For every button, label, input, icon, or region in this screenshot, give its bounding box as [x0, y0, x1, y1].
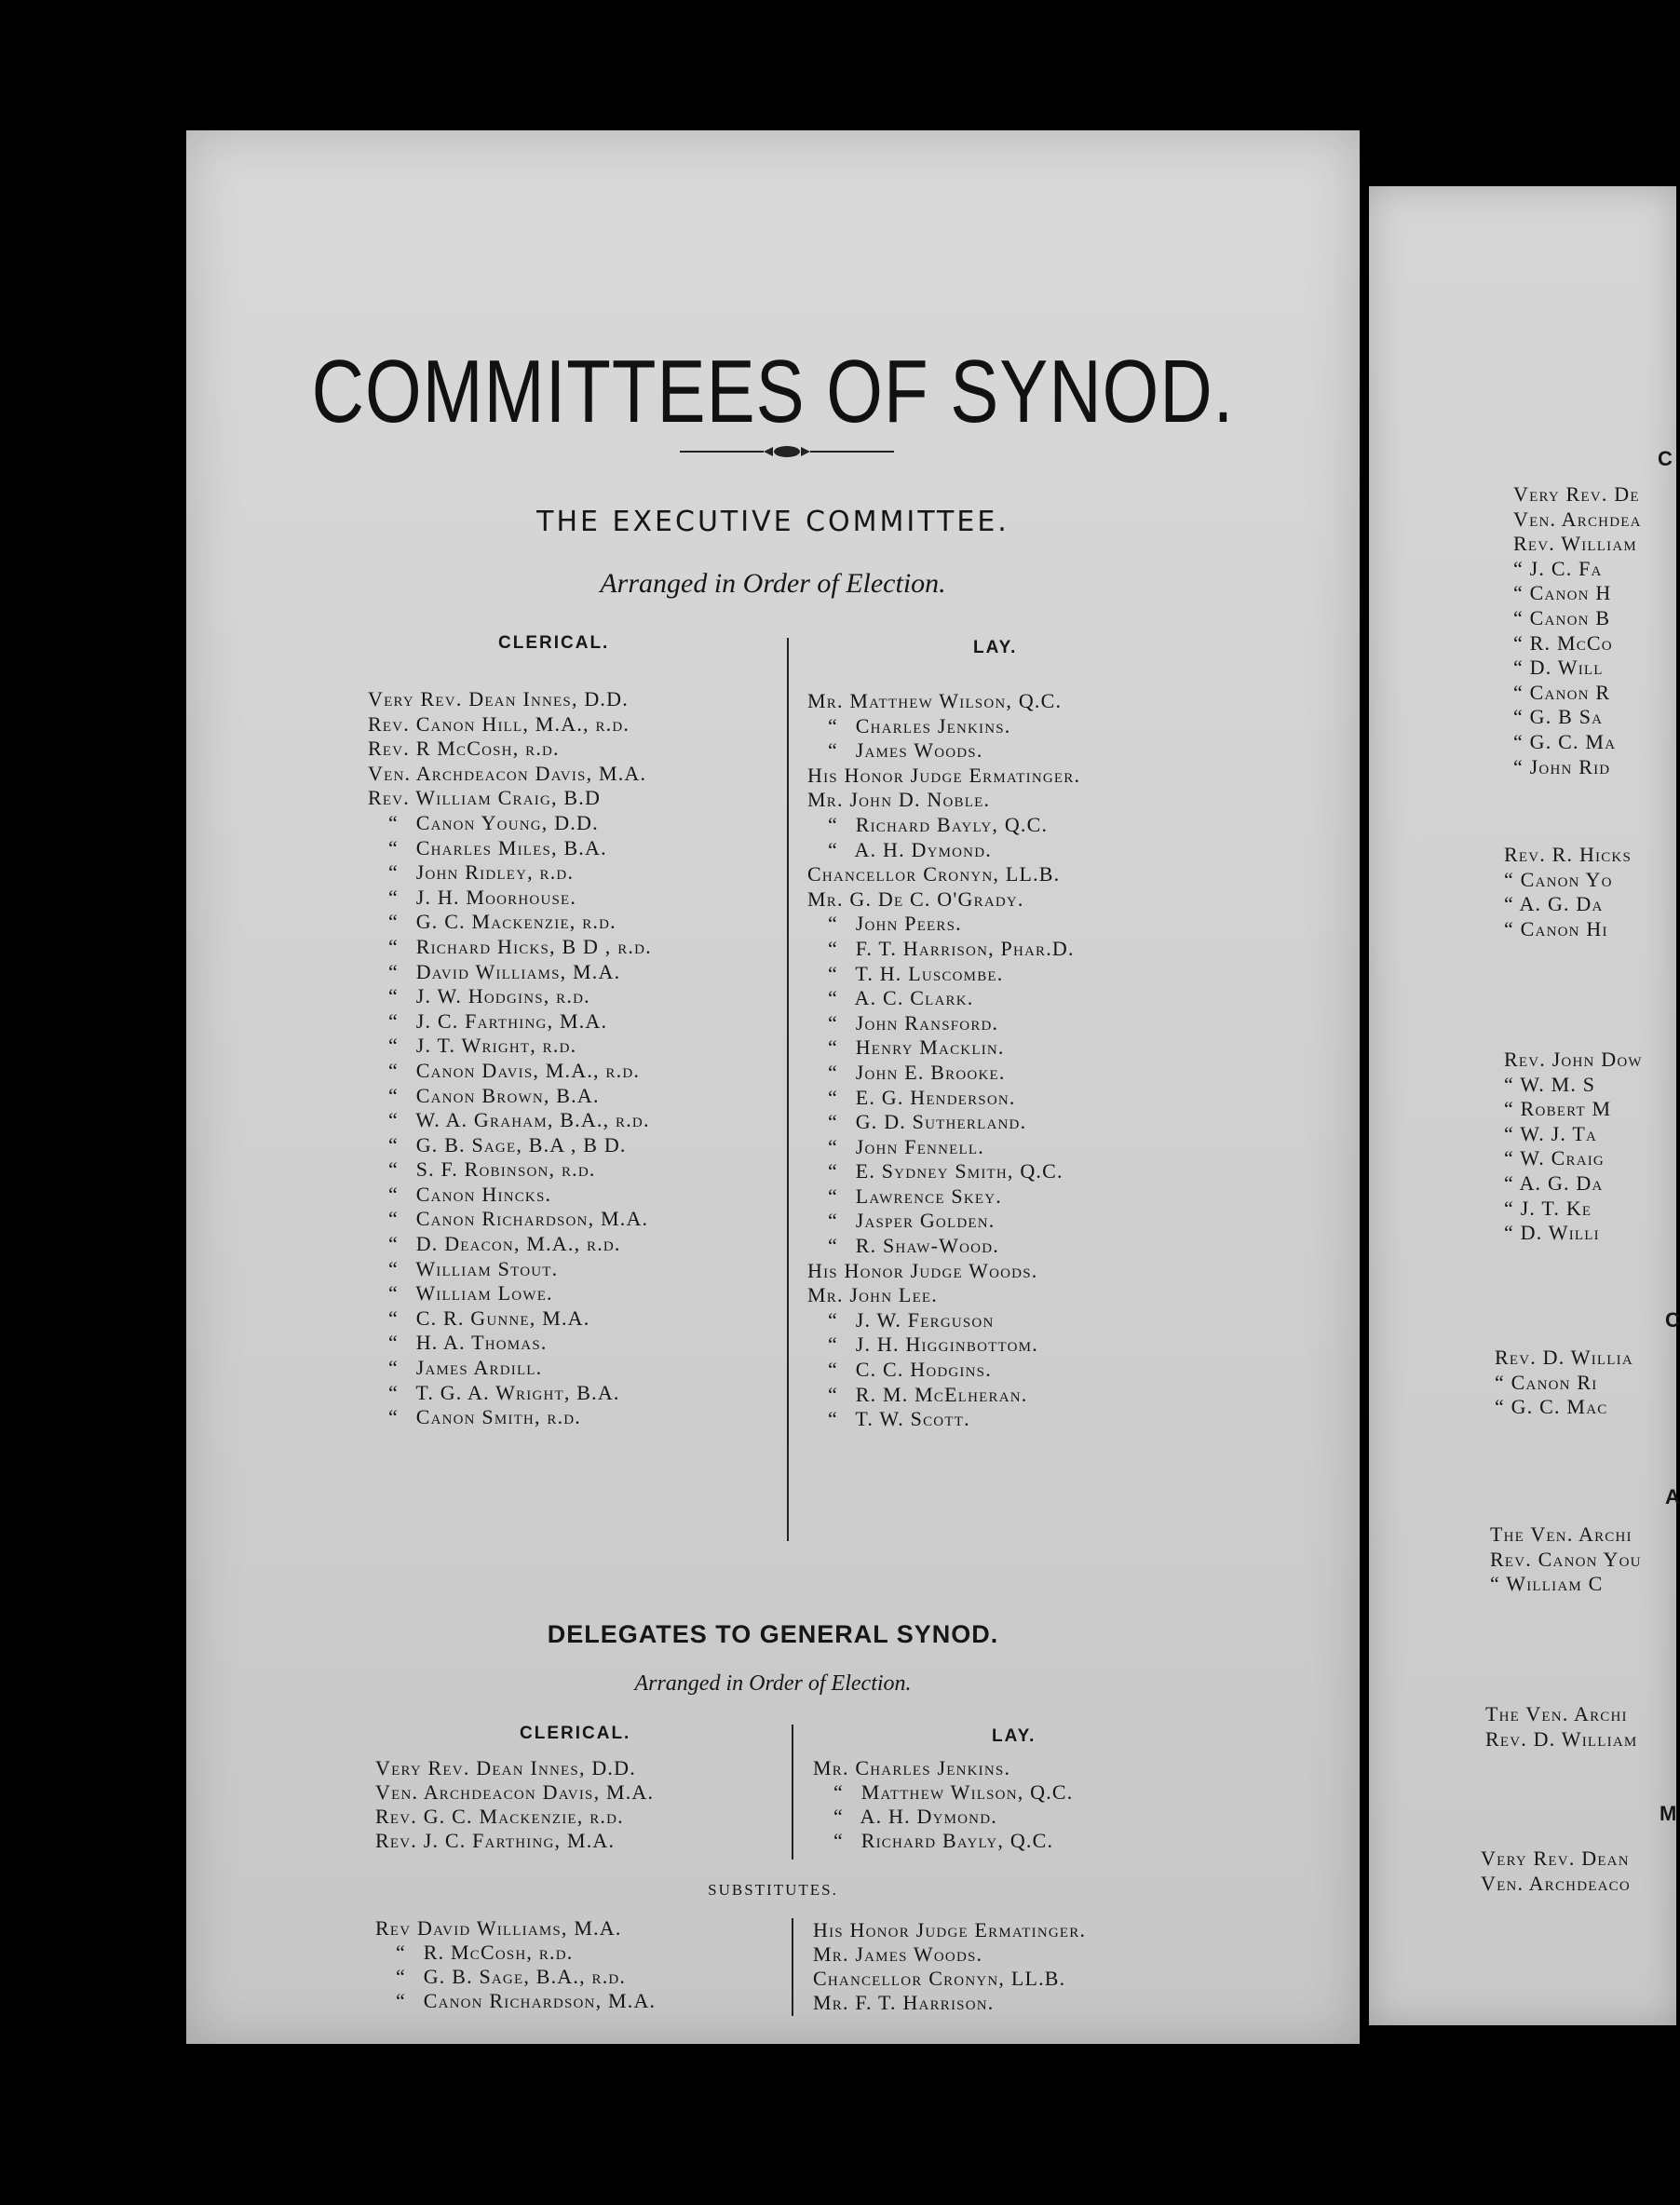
entry-prefix: Rev. — [368, 737, 410, 761]
column-divider — [787, 638, 789, 1541]
entry-prefix: Mr. — [807, 1283, 844, 1307]
entry-name: Lawrence Skey. — [855, 1184, 1002, 1208]
list-item — [807, 1110, 1080, 1135]
entry-name: Dean Innes, D.D. — [476, 1756, 636, 1779]
entry-name: Judge Ermatinger. — [910, 763, 1081, 787]
fragment-line: “ W. M. S — [1504, 1072, 1596, 1096]
entry-name: F. T. Harrison. — [855, 1991, 995, 2014]
entry-name: Judge Ermatinger. — [915, 1918, 1087, 1941]
entry-name: Richard Hicks, B D , r.d. — [415, 934, 652, 958]
list-item — [813, 1805, 1074, 1829]
entry-name: W. A. Graham, B.A., r.d. — [415, 1108, 650, 1132]
entry-name: Canon Davis, M.A., r.d. — [415, 1058, 641, 1082]
substitutes-divider — [792, 1918, 793, 2016]
list-item — [368, 737, 652, 762]
entry-name: G. B. Sage, B.A , B D. — [415, 1132, 627, 1157]
entry-name: David Williams, M.A. — [416, 1916, 622, 1940]
right-block-4 — [1495, 1346, 1633, 1420]
right-block-3 — [1504, 1048, 1643, 1246]
list-item — [807, 764, 1080, 789]
list-item — [807, 1135, 1080, 1160]
list-item — [807, 887, 1080, 913]
fragment-line: Ven. Archdeaco — [1481, 1871, 1631, 1895]
entry-name: A. H. Dymond. — [860, 1805, 997, 1828]
entry-name: J. W. Hodgins, r.d. — [415, 984, 590, 1008]
entry-name: T. G. A. Wright, B.A. — [415, 1380, 620, 1404]
list-item — [807, 1234, 1080, 1259]
list-item — [368, 836, 652, 861]
entry-prefix: Mr. — [813, 1756, 849, 1779]
fragment-line: “ Robert M — [1504, 1097, 1612, 1121]
entry-name: Jasper Golden. — [855, 1209, 996, 1233]
list-item — [807, 1159, 1080, 1184]
entry-prefix: “ — [388, 934, 399, 958]
list-item — [807, 1184, 1080, 1210]
list-item — [807, 1283, 1080, 1308]
entry-prefix: “ — [833, 1805, 844, 1828]
list-item — [368, 687, 652, 712]
entry-name: R McCosh, r.d. — [415, 737, 560, 761]
entry-prefix: “ — [388, 810, 399, 834]
entry-prefix: “ — [828, 713, 838, 737]
list-item — [813, 1991, 1086, 2015]
list-item — [807, 714, 1080, 739]
entry-name: J. C. Farthing, M.A. — [423, 1829, 616, 1852]
entry-name: Charles Jenkins. — [855, 713, 1011, 737]
fragment-line: “ William C — [1490, 1572, 1604, 1596]
entry-prefix: “ — [388, 910, 399, 934]
entry-prefix: “ — [828, 837, 838, 861]
entry-prefix: Rev. — [375, 1829, 417, 1852]
substitutes-clerical-list — [375, 1916, 656, 2013]
entry-name: John Ransford. — [855, 1010, 999, 1035]
entry-prefix: “ — [388, 1331, 399, 1355]
list-item — [807, 1061, 1080, 1086]
fragment-line: “ G. C. Mac — [1495, 1395, 1608, 1419]
delegates-divider — [792, 1725, 793, 1860]
entry-prefix: “ — [388, 1256, 399, 1280]
entry-prefix: Chancellor — [807, 862, 917, 886]
list-item — [368, 1034, 652, 1059]
executive-lay-header: LAY. — [973, 638, 1018, 657]
list-item — [375, 1756, 654, 1780]
entry-name: Cronyn, LL.B. — [928, 1967, 1066, 1990]
entry-prefix: “ — [828, 738, 838, 763]
fragment-line: Rev. R. Hicks — [1504, 843, 1633, 866]
list-item — [807, 689, 1080, 714]
list-item — [807, 1086, 1080, 1111]
entry-name: G. D. Sutherland. — [855, 1110, 1027, 1134]
list-item — [368, 1207, 652, 1232]
entry-prefix: Chancellor — [813, 1967, 923, 1990]
delegates-subheading: Arranged in Order of Election. — [634, 1671, 912, 1696]
executive-subheading: Arranged in Order of Election. — [600, 568, 946, 599]
entry-name: Canon Hill, M.A., r.d. — [415, 711, 630, 736]
entry-prefix: “ — [388, 1305, 399, 1330]
entry-prefix: “ — [833, 1780, 844, 1804]
entry-name: S. F. Robinson, r.d. — [415, 1157, 596, 1182]
list-item — [375, 1805, 654, 1829]
list-item — [807, 986, 1080, 1011]
list-item — [807, 1332, 1080, 1358]
entry-prefix: “ — [388, 1380, 399, 1404]
right-block-5-letter: A — [1665, 1485, 1680, 1508]
entry-name: R. M. McElheran. — [855, 1382, 1028, 1406]
entry-prefix: “ — [396, 1941, 406, 1964]
delegates-lay-header: LAY. — [992, 1726, 1036, 1746]
entry-prefix: His Honor — [813, 1918, 910, 1941]
executive-lay-list — [807, 689, 1080, 1432]
fragment-line: The Ven. Archi — [1490, 1522, 1633, 1546]
entry-prefix: “ — [828, 1159, 838, 1184]
entry-prefix: “ — [828, 1382, 838, 1406]
list-item — [368, 1405, 652, 1430]
ornament-divider — [680, 438, 894, 466]
entry-prefix: “ — [388, 860, 399, 885]
entry-name: David Williams, M.A. — [415, 959, 621, 983]
page-title: COMMITTEES OF SYNOD. — [311, 341, 1235, 441]
entry-prefix: “ — [388, 984, 399, 1008]
entry-prefix: “ — [828, 1060, 838, 1084]
right-page-fragment — [1369, 186, 1680, 2025]
entry-name: William Lowe. — [415, 1281, 553, 1305]
list-item — [375, 1965, 656, 1989]
entry-prefix: “ — [828, 986, 838, 1010]
entry-prefix: His Honor — [807, 1258, 904, 1282]
entry-prefix: “ — [828, 1307, 838, 1332]
entry-prefix: “ — [828, 1010, 838, 1035]
list-item — [375, 1941, 656, 1965]
entry-prefix: “ — [828, 961, 838, 985]
fragment-line: Rev. William — [1513, 532, 1637, 556]
list-item — [368, 860, 652, 886]
list-item — [368, 1381, 652, 1406]
list-item — [807, 1407, 1080, 1432]
entry-prefix: “ — [388, 1207, 399, 1231]
fragment-line: “ G. C. Ma — [1513, 729, 1617, 753]
entry-prefix: “ — [388, 1058, 399, 1082]
entry-name: John Ridley, r.d. — [415, 860, 575, 885]
list-item — [368, 935, 652, 960]
left-page — [186, 130, 1360, 2044]
list-item — [368, 1281, 652, 1306]
entry-prefix: “ — [388, 1108, 399, 1132]
delegates-clerical-header: CLERICAL. — [520, 1724, 631, 1743]
list-item — [813, 1967, 1086, 1991]
list-item — [368, 811, 652, 836]
entry-name: A. C. Clark. — [854, 986, 974, 1010]
fragment-line: “ W. J. Ta — [1504, 1121, 1598, 1145]
entry-prefix: “ — [828, 1134, 838, 1158]
fragment-line: Rev. Canon You — [1490, 1547, 1642, 1571]
substitutes-heading: SUBSTITUTES. — [708, 1881, 838, 1899]
list-item — [807, 912, 1080, 937]
entry-name: E. Sydney Smith, Q.C. — [855, 1159, 1064, 1184]
entry-prefix: “ — [388, 1405, 399, 1429]
entry-prefix: Mr. — [813, 1942, 849, 1966]
entry-name: R. McCosh, r.d. — [423, 1941, 574, 1964]
entry-prefix: “ — [388, 1232, 399, 1256]
entry-name: J. T. Wright, r.d. — [415, 1034, 577, 1058]
list-item — [807, 1358, 1080, 1383]
fragment-line: Rev. D. Willia — [1495, 1346, 1633, 1369]
list-item — [368, 1257, 652, 1282]
entry-name: J. H. Higginbottom. — [855, 1332, 1038, 1357]
list-item — [807, 1383, 1080, 1408]
entry-name: T. W. Scott. — [855, 1407, 970, 1431]
fragment-line: “ Canon Hi — [1504, 916, 1608, 940]
entry-prefix: “ — [388, 1182, 399, 1206]
entry-prefix: “ — [388, 1281, 399, 1305]
right-block-5 — [1490, 1522, 1642, 1597]
list-item — [368, 1009, 652, 1035]
fragment-line: “ John Rid — [1513, 754, 1611, 778]
entry-name: A. H. Dymond. — [854, 837, 992, 861]
entry-name: E. G. Henderson. — [855, 1085, 1016, 1109]
entry-name: John Peers. — [855, 912, 962, 936]
entry-prefix: Mr. — [807, 689, 844, 712]
list-item — [375, 1916, 656, 1941]
entry-name: Canon Hincks. — [415, 1182, 552, 1206]
fragment-line: Rev. John Dow — [1504, 1048, 1643, 1071]
list-item — [375, 1829, 654, 1853]
right-block-7 — [1481, 1847, 1631, 1896]
list-item — [368, 1232, 652, 1257]
entry-prefix: “ — [396, 1965, 406, 1988]
entry-name: C. C. Hodgins. — [855, 1358, 992, 1382]
list-item — [813, 1918, 1086, 1942]
fragment-line: The Ven. Archi — [1485, 1702, 1628, 1725]
list-item — [368, 960, 652, 985]
entry-name: Charles Jenkins. — [855, 1756, 1011, 1779]
entry-name: Henry Macklin. — [855, 1035, 1005, 1060]
entry-prefix: “ — [828, 1110, 838, 1134]
list-item — [368, 762, 652, 787]
list-item — [807, 1035, 1080, 1061]
entry-name: F. T. Harrison, Phar.D. — [855, 936, 1075, 960]
entry-name: H. A. Thomas. — [415, 1331, 548, 1355]
entry-prefix: “ — [828, 912, 838, 936]
fragment-line: Very Rev. De — [1513, 482, 1640, 506]
list-item — [807, 738, 1080, 764]
list-item — [807, 862, 1080, 887]
right-block-1 — [1513, 482, 1642, 779]
entry-prefix: “ — [388, 835, 399, 859]
entry-name: R. Shaw-Wood. — [855, 1234, 999, 1258]
fragment-line: “ J. T. Ke — [1504, 1196, 1592, 1220]
entry-name: G. C. Mackenzie, r.d. — [423, 1805, 624, 1828]
entry-name: Richard Bayly, Q.C. — [855, 812, 1049, 836]
entry-name: Canon Smith, r.d. — [415, 1405, 582, 1429]
fragment-line: “ D. Willi — [1504, 1221, 1600, 1245]
list-item — [368, 1157, 652, 1183]
list-item — [813, 1942, 1086, 1967]
list-item — [807, 788, 1080, 813]
list-item — [813, 1780, 1074, 1805]
list-item — [375, 1780, 654, 1805]
entry-name: G. C. Mackenzie, r.d. — [415, 910, 616, 934]
right-block-6 — [1485, 1702, 1637, 1752]
entry-name: Judge Woods. — [910, 1258, 1038, 1282]
entry-prefix: “ — [388, 1008, 399, 1033]
entry-name: William Stout. — [415, 1256, 559, 1280]
entry-name: J. C. Farthing, M.A. — [415, 1008, 608, 1033]
entry-prefix: “ — [828, 1085, 838, 1109]
entry-prefix: Mr. — [813, 1991, 849, 2014]
entry-prefix: Rev. — [375, 1805, 417, 1828]
entry-name: Canon Brown, B.A. — [415, 1083, 600, 1107]
right-block-7-letter: M — [1660, 1802, 1677, 1825]
fragment-line: Ven. Archdea — [1513, 507, 1642, 531]
entry-name: C. R. Gunne, M.A. — [415, 1305, 590, 1330]
entry-prefix: “ — [828, 1332, 838, 1357]
list-item — [368, 1331, 652, 1356]
entry-prefix: Rev. — [368, 711, 410, 736]
entry-prefix: Ven. — [375, 1780, 419, 1804]
right-block-2 — [1504, 843, 1632, 941]
list-item — [807, 1259, 1080, 1284]
fragment-line: “ Canon Ri — [1495, 1370, 1598, 1394]
entry-name: G. De C. O'Grady. — [849, 886, 1024, 911]
entry-prefix: “ — [388, 885, 399, 909]
fragment-line: “ R. McCo — [1513, 630, 1613, 655]
entry-name: Matthew Wilson, Q.C. — [849, 689, 1063, 712]
list-item — [375, 1989, 656, 2013]
executive-clerical-list — [368, 687, 652, 1430]
fragment-line: “ D. Will — [1513, 656, 1604, 680]
entry-name: James Woods. — [855, 738, 983, 763]
list-item — [368, 910, 652, 935]
list-item — [368, 1133, 652, 1158]
fragment-line: “ A. G. Da — [1504, 1170, 1604, 1195]
entry-name: William Craig, B.D — [415, 786, 602, 810]
list-item — [368, 1306, 652, 1332]
entry-prefix: “ — [828, 936, 838, 960]
entry-prefix: “ — [833, 1829, 844, 1852]
list-item — [807, 838, 1080, 863]
list-item — [807, 937, 1080, 962]
list-item — [368, 1059, 652, 1084]
entry-prefix: “ — [388, 1132, 399, 1157]
entry-prefix: “ — [396, 1989, 406, 2012]
entry-prefix: Rev — [375, 1916, 412, 1940]
entry-name: John Fennell. — [855, 1134, 984, 1158]
fragment-line: Very Rev. Dean — [1481, 1847, 1630, 1870]
list-item — [813, 1756, 1074, 1780]
entry-prefix: “ — [388, 1356, 399, 1380]
entry-prefix: “ — [828, 1184, 838, 1208]
list-item — [807, 813, 1080, 838]
entry-prefix: “ — [828, 1035, 838, 1060]
entry-prefix: Mr. — [807, 788, 844, 812]
entry-name: James Woods. — [855, 1942, 983, 1966]
executive-heading: THE EXECUTIVE COMMITTEE. — [536, 506, 1009, 538]
list-item — [807, 1308, 1080, 1333]
entry-prefix: “ — [828, 1234, 838, 1258]
entry-name: Canon Richardson, M.A. — [415, 1207, 649, 1231]
entry-name: James Ardill. — [415, 1356, 543, 1380]
right-block-4-letter: C — [1665, 1308, 1680, 1332]
delegates-lay-list — [813, 1756, 1074, 1853]
fragment-line: “ Canon Yo — [1504, 867, 1613, 891]
fragment-line: “ J. C. Fa — [1513, 556, 1603, 580]
delegates-clerical-list — [375, 1756, 654, 1853]
entry-name: Archdeacon Davis, M.A. — [415, 761, 647, 785]
list-item — [368, 1356, 652, 1381]
entry-prefix: “ — [388, 1083, 399, 1107]
entry-name: Canon Richardson, M.A. — [423, 1989, 657, 2012]
entry-prefix: “ — [388, 1157, 399, 1182]
list-item — [807, 1209, 1080, 1234]
entry-name: D. Deacon, M.A., r.d. — [415, 1232, 621, 1256]
fragment-line: “ Canon R — [1513, 680, 1611, 704]
fragment-line: “ G. B Sa — [1513, 705, 1604, 729]
entry-name: John Lee. — [849, 1283, 938, 1307]
fragment-line: “ A. G. Da — [1504, 892, 1604, 916]
entry-prefix: “ — [828, 1209, 838, 1233]
entry-prefix: Very Rev. — [368, 687, 463, 710]
entry-prefix: “ — [828, 1407, 838, 1431]
entry-name: John D. Noble. — [849, 788, 991, 812]
entry-prefix: His Honor — [807, 763, 904, 787]
entry-prefix: Mr. — [807, 886, 844, 911]
entry-prefix: “ — [388, 959, 399, 983]
list-item — [368, 1084, 652, 1109]
list-item — [807, 1011, 1080, 1036]
entry-prefix: “ — [828, 812, 838, 836]
fragment-line: Rev. D. William — [1485, 1726, 1638, 1751]
entry-name: T. H. Luscombe. — [855, 961, 1004, 985]
fragment-line: “ W. Craig — [1504, 1146, 1605, 1170]
entry-prefix: “ — [828, 1358, 838, 1382]
entry-name: Cronyn, LL.B. — [923, 862, 1061, 886]
list-item — [813, 1829, 1074, 1853]
fragment-line: “ Canon H — [1513, 581, 1612, 605]
executive-clerical-header: CLERICAL. — [498, 633, 610, 653]
substitutes-lay-list — [813, 1918, 1086, 2015]
entry-prefix: “ — [388, 1034, 399, 1058]
list-item — [807, 962, 1080, 987]
entry-name: Matthew Wilson, Q.C. — [860, 1780, 1074, 1804]
entry-name: G. B. Sage, B.A., r.d. — [423, 1965, 627, 1988]
entry-name: John E. Brooke. — [855, 1060, 1006, 1084]
entry-prefix: Ven. — [368, 761, 412, 785]
list-item — [368, 712, 652, 737]
entry-name: Canon Young, D.D. — [415, 810, 599, 834]
list-item — [368, 786, 652, 811]
entry-name: J. W. Ferguson — [855, 1307, 995, 1332]
delegates-heading: DELEGATES TO GENERAL SYNOD. — [547, 1620, 999, 1648]
fragment-line: “ Canon B — [1513, 605, 1611, 629]
list-item — [368, 1108, 652, 1133]
list-item — [368, 984, 652, 1009]
list-item — [368, 1183, 652, 1208]
entry-name: Dean Innes, D.D. — [468, 687, 629, 710]
entry-name: Archdeacon Davis, M.A. — [423, 1780, 655, 1804]
entry-name: J. H. Moorhouse. — [415, 885, 577, 909]
entry-prefix: Very Rev. — [375, 1756, 470, 1779]
entry-name: Richard Bayly, Q.C. — [860, 1829, 1054, 1852]
entry-prefix: Rev. — [368, 786, 410, 810]
list-item — [368, 886, 652, 911]
right-col-letter: C — [1658, 447, 1673, 470]
entry-name: Charles Miles, B.A. — [415, 835, 607, 859]
